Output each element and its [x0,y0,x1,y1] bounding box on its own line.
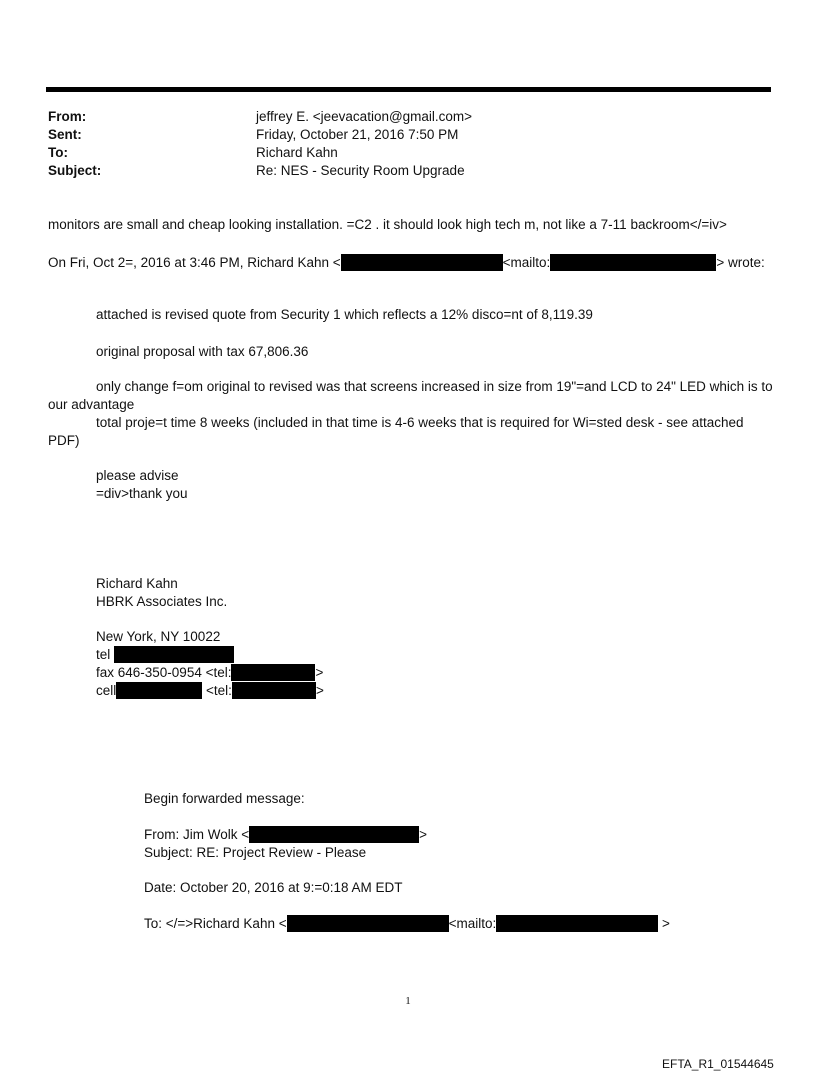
paragraph-change-b: our advantage [48,397,135,412]
cell-end: > [315,683,324,698]
paragraph-original: original proposal with tax 67,806.36 [96,344,309,359]
subject-value: Re: NES - Security Room Upgrade [256,163,465,178]
redaction [231,664,315,681]
signature-address: New York, NY 10022 [96,629,221,644]
quote-intro-prefix: On Fri, Oct 2=, 2016 at 3:46 PM, Richard Kahn < [48,255,341,270]
to-value: Richard Kahn [256,145,338,160]
signature-cell [96,682,324,699]
cell-label: cell [96,683,117,698]
quote-intro [48,254,765,271]
forwarded-to-prefix: To: </=>Richard Kahn < [144,916,287,931]
bates-number: EFTA_R1_01544645 [662,1057,774,1071]
paragraph-thanks: =div>thank you [96,486,188,501]
signature-name: Richard Kahn [96,576,178,591]
signature-fax [96,664,323,681]
fax-label: fax 646-350-0954 <tel: [96,665,232,680]
redaction [496,915,658,932]
redaction [116,682,202,699]
forwarded-heading: Begin forwarded message: [144,791,305,806]
subject-label: Subject: [48,163,102,178]
forwarded-from-prefix: From: Jim Wolk < [144,827,250,842]
paragraph-change-a: only change f=om original to revised was that screens increased in size from 19"=and LCD to 24" LED which is to [96,379,773,394]
forwarded-from-end: > [419,827,428,842]
paragraph-time-a: total proje=t time 8 weeks (included in that time is 4-6 weeks that is required for Wi=sted desk - see attached [96,415,744,430]
forwarded-to-mailto: <mailto: [448,916,497,931]
from-value: jeffrey E. <jeevacation@gmail.com> [256,109,473,124]
cell-tel: <tel: [206,683,232,698]
signature-tel [96,646,234,663]
quote-intro-mailto: <mailto: [502,255,551,270]
forwarded-date: Date: October 20, 2016 at 9:=0:18 AM EDT [144,880,403,895]
header-rule [46,87,771,92]
forwarded-to-end: > [662,916,670,931]
sent-value: Friday, October 21, 2016 7:50 PM [256,127,459,142]
fax-end: > [315,665,324,680]
redaction [232,682,316,699]
redaction [550,254,716,271]
paragraph-advise: please advise [96,468,179,483]
forwarded-from [144,826,427,843]
page-number: 1 [405,995,411,1007]
redaction [287,915,449,932]
redaction [341,254,503,271]
sent-label: Sent: [48,127,82,142]
body-line-1: monitors are small and cheap looking installation. =C2 . it should look high tech m, not like a 7-11 backroom</=iv> [48,217,727,232]
from-label: From: [48,109,87,124]
to-label: To: [48,145,68,160]
redaction [114,646,234,663]
signature-company: HBRK Associates Inc. [96,594,228,609]
paragraph-time-b: PDF) [48,433,80,448]
forwarded-to [144,915,670,932]
quote-intro-suffix: > wrote: [716,255,765,270]
tel-label: tel [96,647,111,662]
forwarded-subject: Subject: RE: Project Review - Please [144,845,367,860]
paragraph-discount: attached is revised quote from Security 1 which reflects a 12% disco=nt of 8,119.39 [96,307,593,322]
redaction [249,826,419,843]
